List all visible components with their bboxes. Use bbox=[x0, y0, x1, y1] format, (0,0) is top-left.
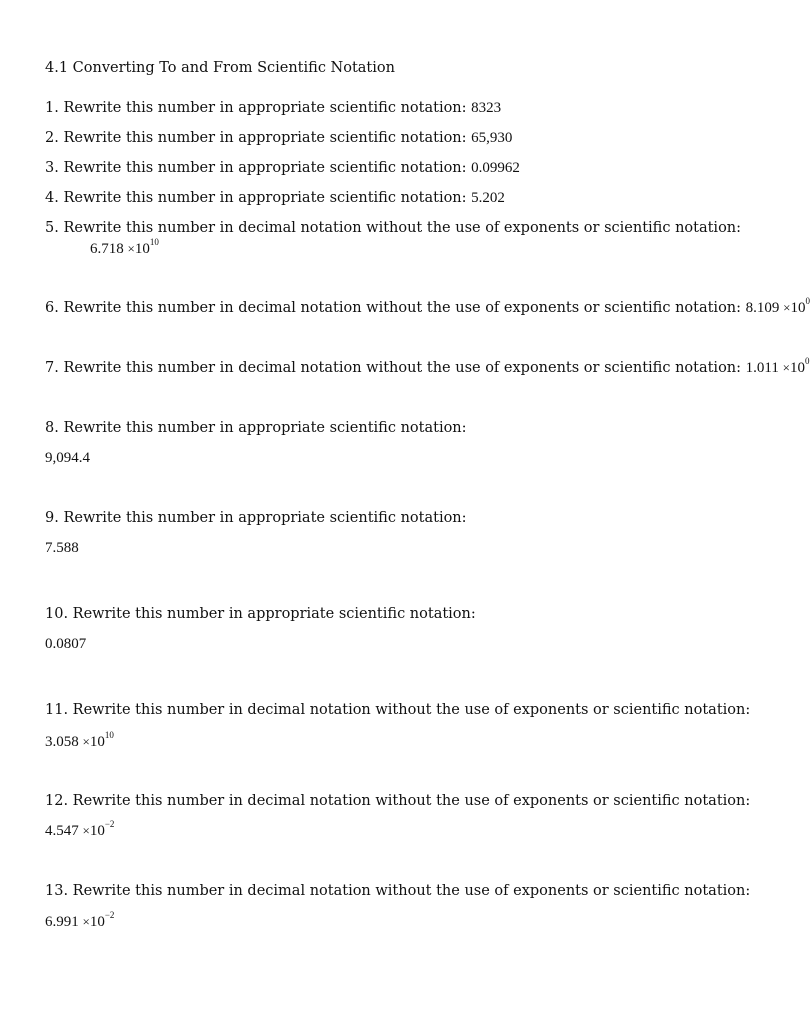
question-10: 10. Rewrite this number in appropriate scientific notation: bbox=[45, 606, 476, 622]
question-6 bbox=[45, 296, 810, 317]
question-value bbox=[745, 296, 810, 316]
question-text: 1. Rewrite this number in appropriate scientific notation: bbox=[45, 100, 467, 116]
question-text: 4. Rewrite this number in appropriate scientific notation: bbox=[45, 190, 467, 206]
question-value bbox=[745, 356, 810, 376]
question-value: 5.202 bbox=[471, 190, 505, 206]
times-sign: × bbox=[82, 914, 90, 929]
exponent: −2 bbox=[104, 819, 115, 829]
question-8-value: 9,094.4 bbox=[45, 450, 90, 466]
mantissa: 6.718 bbox=[90, 241, 124, 257]
exponent: 0 bbox=[805, 296, 810, 306]
question-12: 12. Rewrite this number in decimal notation without the use of exponents or scientific notation: bbox=[45, 793, 751, 809]
mantissa: 1.011 bbox=[745, 360, 779, 376]
question-text: 7. Rewrite this number in decimal notation without the use of exponents or scientific notation: bbox=[45, 360, 742, 376]
mantissa: 4.547 bbox=[45, 823, 79, 839]
base: 10 bbox=[89, 734, 105, 750]
mantissa: 8.109 bbox=[745, 300, 780, 316]
question-value: 0.09962 bbox=[471, 160, 520, 176]
times-sign: × bbox=[783, 300, 791, 315]
exponent: −2 bbox=[104, 910, 115, 920]
question-9: 9. Rewrite this number in appropriate scientific notation: bbox=[45, 510, 467, 526]
question-11: 11. Rewrite this number in decimal notation without the use of exponents or scientific notation: bbox=[45, 702, 751, 718]
question-value: 65,930 bbox=[471, 130, 513, 146]
base: 10 bbox=[134, 241, 150, 257]
question-9-value: 7.588 bbox=[45, 540, 79, 556]
question-1 bbox=[45, 99, 501, 117]
exponent: 10 bbox=[149, 237, 159, 247]
question-text: 5. Rewrite this number in decimal notation without the use of exponents or scientific notation: bbox=[45, 220, 742, 236]
times-sign: × bbox=[782, 360, 790, 375]
base: 10 bbox=[89, 914, 105, 930]
question-text: 2. Rewrite this number in appropriate scientific notation: bbox=[45, 130, 467, 146]
base: 10 bbox=[789, 360, 805, 376]
question-3 bbox=[45, 159, 520, 177]
exponent: 0 bbox=[804, 356, 810, 366]
question-5 bbox=[45, 219, 741, 237]
times-sign: × bbox=[127, 241, 135, 256]
question-13-value bbox=[45, 910, 115, 931]
question-11-value bbox=[45, 730, 114, 751]
page-title: 4.1 Converting To and From Scientific Notation bbox=[45, 60, 395, 76]
question-text: 6. Rewrite this number in decimal notation without the use of exponents or scientific notation: bbox=[45, 300, 742, 316]
question-value: 8323 bbox=[471, 100, 502, 116]
times-sign: × bbox=[82, 823, 90, 838]
mantissa: 3.058 bbox=[45, 734, 79, 750]
question-8: 8. Rewrite this number in appropriate scientific notation: bbox=[45, 420, 467, 436]
question-13: 13. Rewrite this number in decimal notation without the use of exponents or scientific notation: bbox=[45, 883, 751, 899]
question-5-value bbox=[90, 237, 159, 258]
base: 10 bbox=[790, 300, 806, 316]
question-7 bbox=[45, 356, 810, 377]
question-10-value: 0.0807 bbox=[45, 636, 87, 652]
exponent: 10 bbox=[104, 730, 114, 740]
base: 10 bbox=[89, 823, 105, 839]
mantissa: 6.991 bbox=[45, 914, 79, 930]
question-text: 3. Rewrite this number in appropriate scientific notation: bbox=[45, 160, 467, 176]
question-2 bbox=[45, 129, 512, 147]
times-sign: × bbox=[82, 734, 90, 749]
question-12-value bbox=[45, 819, 115, 840]
question-4 bbox=[45, 189, 505, 207]
